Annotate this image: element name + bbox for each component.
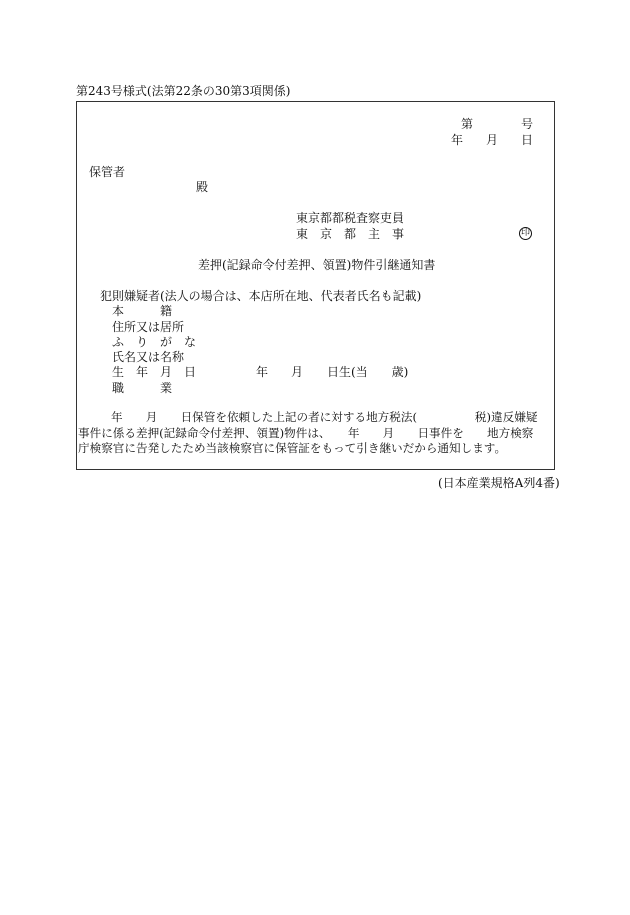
- date-month: 月: [486, 133, 499, 147]
- field-name: 氏名又は名称: [112, 350, 185, 364]
- sender-title: 東京都都税査察吏員: [296, 211, 405, 225]
- field-occupation: 職 業: [112, 381, 173, 395]
- doc-number-prefix: 第: [461, 117, 474, 131]
- sender-official: 東 京 都 主 事: [296, 227, 405, 241]
- date-day: 日: [521, 133, 534, 147]
- field-honseki: 本 籍: [112, 304, 173, 318]
- body-line-2: 事件に係る差押(記録命令付差押、領置)物件は、 年 月 日事件を 地方検察: [78, 426, 534, 440]
- body-line-3: 庁検察官に告発したため当該検察官に保管証をもって引き継いだから通知します。: [78, 441, 507, 455]
- seal-icon: 印: [520, 228, 530, 238]
- field-address: 住所又は居所: [112, 320, 185, 334]
- document-title: 差押(記録命令付差押、領置)物件引継通知書: [198, 258, 436, 272]
- paper-size-note: (日本産業規格A列4番): [438, 476, 560, 490]
- field-furigana: ふ り が な: [112, 335, 197, 349]
- doc-number-suffix: 号: [521, 117, 534, 131]
- birth-month: 月: [291, 365, 304, 379]
- addressee-label: 保管者: [89, 165, 126, 179]
- birth-day-age: 日生(当 歳): [327, 365, 409, 379]
- birth-year: 年: [256, 365, 269, 379]
- date-year: 年: [451, 133, 464, 147]
- body-line-1: 年 月 日保管を依頼した上記の者に対する地方税法( 税)違反嫌疑: [111, 410, 538, 424]
- honorific: 殿: [196, 180, 209, 194]
- form-number: 第243号様式(法第22条の30第3項関係): [76, 84, 291, 98]
- field-birthdate: 生 年 月 日: [112, 365, 197, 379]
- suspect-label: 犯則嫌疑者(法人の場合は、本店所在地、代表者氏名も記載): [100, 289, 422, 303]
